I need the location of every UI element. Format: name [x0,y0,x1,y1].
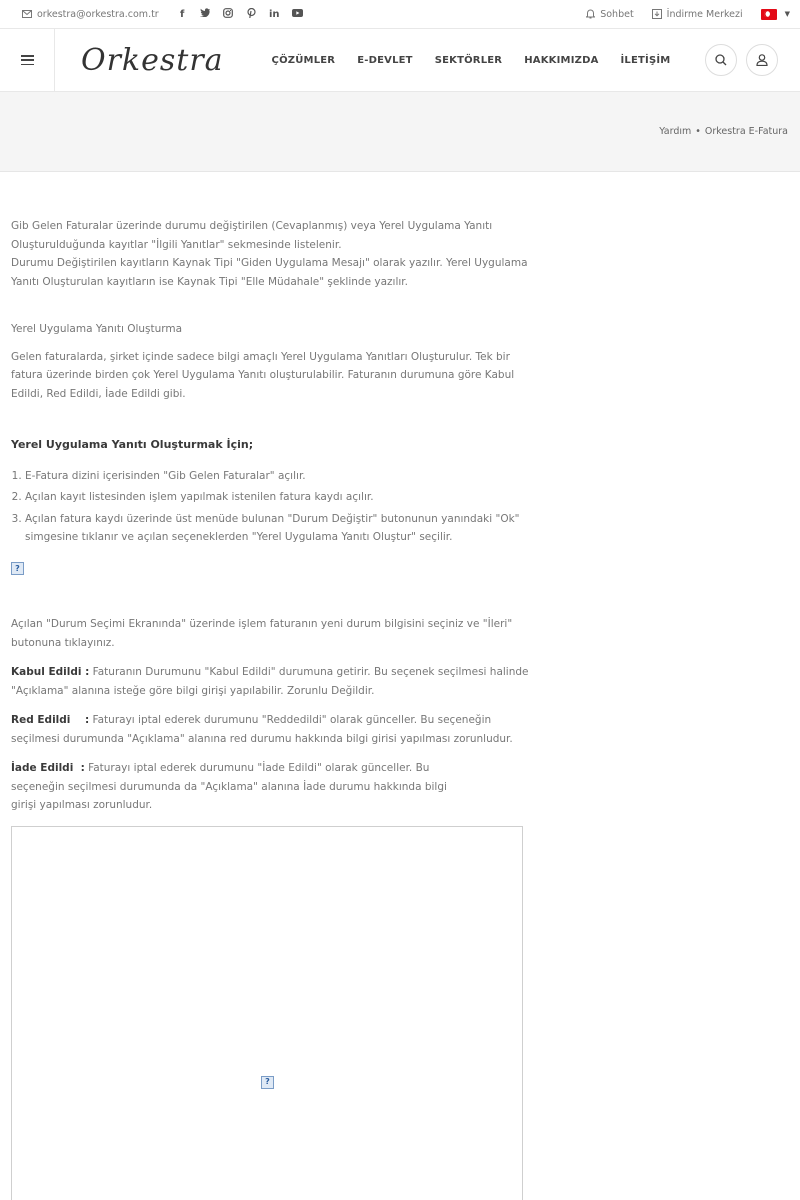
email-link[interactable]: orkestra@orkestra.com.tr [22,9,159,20]
breadcrumb [659,126,788,137]
user-icon [756,54,768,66]
section-subtitle: Yerel Uygulama Yanıtı Oluşturma [11,323,183,335]
step-item: 3. Açılan fatura kaydı üzerinde üst menüde bulunan "Durum Değiştir" butonunun yanındaki "Ok" simgesine tıklanır ve açılan seçeneklerden "Yerel Uygulama Yanıtı Oluştur" seçilir. [25,510,531,547]
accepted-definition [11,663,531,700]
language-selector[interactable] [761,9,790,20]
instagram-icon[interactable] [223,8,234,21]
envelope-icon [22,10,32,18]
breadcrumb-separator: • [695,126,701,137]
broken-image-icon: ? [11,562,24,575]
download-center-link[interactable]: İndirme Merkezi [652,9,743,20]
pinterest-icon[interactable] [246,8,257,21]
steps-list [11,467,531,547]
user-account-button[interactable] [746,44,778,76]
nav-item-solutions[interactable]: ÇÖZÜMLER [271,54,336,66]
screenshot-image-frame [11,826,523,1200]
search-button[interactable] [705,44,737,76]
page-header [0,92,800,172]
nav-item-contact[interactable]: İLETİŞİM [620,54,671,66]
facebook-icon[interactable]: f [180,8,185,20]
article-content [11,172,531,1200]
main-menu [272,55,671,66]
chat-link[interactable]: Sohbet [586,9,633,20]
rejected-label: Red Edildi : [11,714,90,726]
rejected-definition [11,711,531,748]
returned-definition [11,759,451,815]
caret-down-icon: ▼ [784,10,790,18]
breadcrumb-root[interactable]: Yardım [659,126,692,137]
hamburger-icon [21,55,34,65]
accepted-label: Kabul Edildi : [11,666,90,678]
search-icon [715,54,727,66]
step-item: 1. E-Fatura dizini içerisinden "Gib Gelen Faturalar" açılır. [25,467,531,486]
intro-paragraph-1: Gib Gelen Faturalar üzerinde durumu değiştirilen (Cevaplanmış) veya Yerel Uygulama Yanıtı Oluşturulduğunda kayıtlar "İlgili Yanıtlar" sekmesinde listelenir. [11,220,493,251]
returned-label: İade Edildi : [11,762,85,774]
youtube-icon[interactable] [292,9,303,20]
turkey-flag-icon [761,9,777,20]
description-paragraph: Gelen faturalarda, şirket içinde sadece bilgi amaçlı Yerel Uygulama Yanıtları Oluşturulur. Tek bir fatura üzerinde birden çok Yerel Uygulama Yanıtı oluşturulabilir. Faturanın durumuna göre Kabul Edildi, Red Edildi, İade Edildi gibi. [11,350,515,400]
site-logo[interactable]: Orkestra [81,42,224,78]
steps-heading: Yerel Uygulama Yanıtı Oluşturmak İçin; [11,438,254,451]
breadcrumb-current: Orkestra E-Fatura [704,126,788,137]
step-item: 2. Açılan kayıt listesinden işlem yapılmak istenilen fatura kaydı açılır. [25,488,531,507]
main-navbar [0,29,800,92]
broken-image-icon: ? [261,1076,274,1089]
intro-paragraph-2: Durumu Değiştirilen kayıtların Kaynak Tipi "Giden Uygulama Mesajı" olarak yazılır. Yerel Uygulama Yanıtı Oluşturulan kayıtların ise Kaynak Tipi "Elle Müdahale" şeklinde yazılır. [11,257,528,288]
rejected-text: Faturayı iptal ederek durumunu "Reddedildi" olarak günceller. Bu seçeneğin seçilmesi durumunda "Açıklama" alanına red durumu hakkında bilgi girisi yapılması zorunludur. [11,714,513,745]
nav-item-about[interactable]: HAKKIMIZDA [524,54,599,66]
download-icon [652,9,662,19]
bell-icon [586,9,595,19]
status-screen-paragraph: Açılan "Durum Seçimi Ekranında" üzerinde işlem faturanın yeni durum bilgisini seçiniz ve "İleri" butonuna tıklayınız. [11,618,513,649]
twitter-icon[interactable] [200,8,211,20]
nav-item-e-government[interactable]: E-DEVLET [357,54,413,66]
returned-text: Faturayı iptal ederek durumunu "İade Edildi" olarak günceller. Bu seçeneğin seçilmesi durumunda da "Açıklama" alanına İade durumu hakkında bilgi girişi yapılması zorunludur. [11,762,447,811]
top-bar [0,0,800,29]
linkedin-icon[interactable]: in [268,8,280,20]
social-links [177,8,303,21]
menu-toggle-button[interactable] [0,29,55,92]
nav-item-sectors[interactable]: SEKTÖRLER [434,54,503,66]
accepted-text: Faturanın Durumunu "Kabul Edildi" durumuna getirir. Bu seçenek seçilmesi halinde "Açıklama" alanına isteğe göre bilgi girişi yapılabilir. Zorunlu Değildir. [11,666,529,697]
